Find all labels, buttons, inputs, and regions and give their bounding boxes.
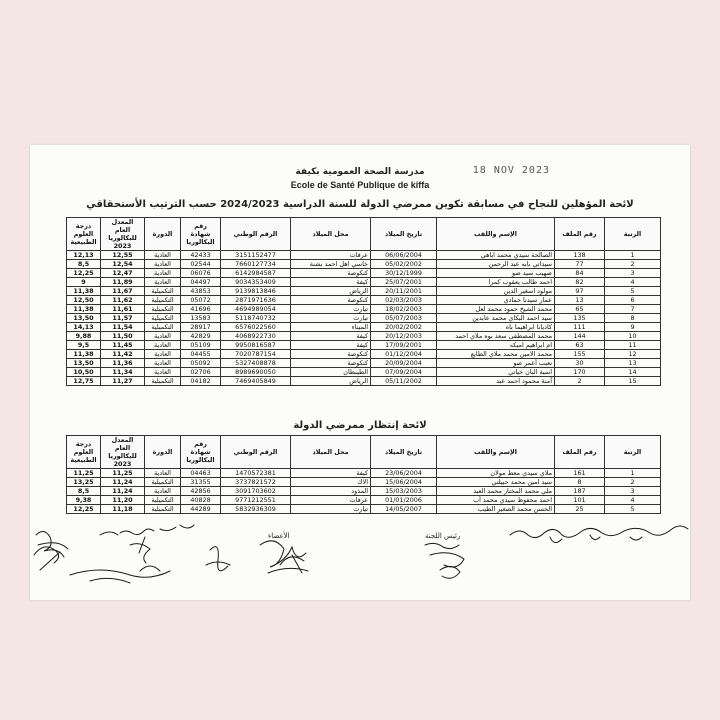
cell-sci: 9,88 [67,332,101,341]
cell-dob: 20/02/2002 [371,323,437,332]
cell-dob: 23/06/2004 [371,469,437,478]
cell-session: العادية [145,368,181,377]
cell-name: الحسن محمد الصغير الطيب [437,505,555,514]
cell-rank: 8 [605,314,661,323]
col-rank: الرتبة [605,436,661,469]
cell-avg: 11,89 [101,278,145,287]
cell-nni: 5832936309 [221,505,291,514]
col-dob: تاريخ الميلاد [371,218,437,251]
col-nni: الرقم الوطني [221,218,291,251]
table-row [67,341,661,350]
cell-session: التكميلية [145,296,181,305]
cell-name: سيد احمد البكاي محمد عابدين [437,314,555,323]
cell-dob: 05/07/2003 [371,314,437,323]
cell-pob: تيارت [291,505,371,514]
cell-avg: 11,27 [101,377,145,386]
table-header-row [67,218,661,251]
col-dob: تاريخ الميلاد [371,436,437,469]
cell-bac: 42856 [181,487,221,496]
table-row [67,469,661,478]
cell-sci: 12,50 [67,296,101,305]
cell-sci: 12,75 [67,377,101,386]
cell-avg: 12,47 [101,269,145,278]
cell-name: ملاي سيدي معط مولان [437,469,555,478]
cell-dob: 25/07/2001 [371,278,437,287]
cell-name: مولود اسغير الدين [437,287,555,296]
cell-avg: 11,67 [101,287,145,296]
signature-strokes [34,525,688,583]
cell-pob: كنكوصة [291,359,371,368]
school-name-arabic: مدرسة الصحة العمومية بكيفة [295,167,425,177]
table-row [67,505,661,514]
cell-name: صهيب سيد صو [437,269,555,278]
cell-nni: 9771212551 [221,496,291,505]
cell-rank: 1 [605,469,661,478]
cell-nni: 7660127734 [221,260,291,269]
cell-rank: 12 [605,350,661,359]
cell-file: 2 [555,377,605,386]
table-row [67,296,661,305]
col-sci: درجة العلوم الطبيعية [67,436,101,469]
cell-name: نعيب أعمر صو [437,359,555,368]
cell-avg: 11,42 [101,350,145,359]
table-row [67,287,661,296]
cell-rank: 5 [605,505,661,514]
cell-name: احمد طالب يعقوب كمرا [437,278,555,287]
table-row [67,350,661,359]
col-pob: محل الميلاد [291,218,371,251]
cell-avg: 11,18 [101,505,145,514]
cell-name: سيداتي بابه عبد الرحمن [437,260,555,269]
waiting-table-body [67,469,661,514]
cell-dob: 17/09/2001 [371,341,437,350]
cell-dob: 05/02/2002 [371,260,437,269]
cell-sci: 8,5 [67,260,101,269]
cell-rank: 6 [605,296,661,305]
table-row [67,278,661,287]
cell-session: التكميلية [145,496,181,505]
col-avg: المعدل العام للبكالوريا 2023 [101,436,145,469]
table-row [67,251,661,260]
cell-nni: 9950816587 [221,341,291,350]
cell-sci: 13,25 [67,478,101,487]
cell-bac: 02706 [181,368,221,377]
table-row [67,377,661,386]
cell-avg: 11,20 [101,496,145,505]
date-stamp: 18 NOV 2023 [472,165,550,176]
cell-nni: 3737821572 [221,478,291,487]
cell-avg: 11,57 [101,314,145,323]
cell-session: التكميلية [145,377,181,386]
cell-session: العادية [145,469,181,478]
cell-rank: 2 [605,260,661,269]
col-file: رقم الملف [555,218,605,251]
cell-file: 155 [555,350,605,359]
cell-avg: 11,50 [101,332,145,341]
cell-session: العادية [145,269,181,278]
col-sci: درجة العلوم الطبيعية [67,218,101,251]
cell-avg: 12,55 [101,251,145,260]
cell-bac: 41696 [181,305,221,314]
cell-rank: 13 [605,359,661,368]
cell-nni: 2871971636 [221,296,291,305]
cell-file: 8 [555,478,605,487]
cell-sci: 9,5 [67,341,101,350]
cell-avg: 11,24 [101,478,145,487]
cell-file: 187 [555,487,605,496]
cell-nni: 3151152477 [221,251,291,260]
cell-avg: 12,54 [101,260,145,269]
col-bac: رقم شهادة البكالوريا [181,218,221,251]
cell-nni: 5118740732 [221,314,291,323]
cell-avg: 11,24 [101,487,145,496]
table-row [67,487,661,496]
cell-file: 161 [555,469,605,478]
cell-bac: 04182 [181,377,221,386]
cell-bac: 05109 [181,341,221,350]
cell-file: 25 [555,505,605,514]
cell-session: العادية [145,350,181,359]
cell-dob: 30/12/1999 [371,269,437,278]
cell-pob: كيفة [291,278,371,287]
cell-rank: 11 [605,341,661,350]
col-bac: رقم شهادة البكالوريا [181,436,221,469]
cell-file: 84 [555,269,605,278]
cell-nni: 1470572381 [221,469,291,478]
cell-avg: 11,36 [101,359,145,368]
cell-file: 135 [555,314,605,323]
cell-file: 77 [555,260,605,269]
cell-bac: 28917 [181,323,221,332]
cell-pob: الرياض [291,287,371,296]
cell-avg: 11,34 [101,368,145,377]
cell-sci: 11,25 [67,469,101,478]
cell-name: اسية البان خياتي [437,368,555,377]
col-rank: الرتبة [605,218,661,251]
cell-bac: 42829 [181,332,221,341]
cell-nni: 9034353409 [221,278,291,287]
col-name: الإسم واللقب [437,436,555,469]
col-pob: محل الميلاد [291,436,371,469]
cell-sci: 10,50 [67,368,101,377]
cell-sci: 11,38 [67,350,101,359]
cell-name: كاديانا ابراهيما باه [437,323,555,332]
cell-session: العادية [145,260,181,269]
cell-sci: 12,13 [67,251,101,260]
cell-rank: 14 [605,368,661,377]
cell-file: 101 [555,496,605,505]
table-row [67,305,661,314]
cell-sci: 12,25 [67,505,101,514]
waiting-list-table [66,435,661,514]
col-avg: المعدل العام للبكالوريا 2023 [101,218,145,251]
cell-dob: 07/09/2004 [371,368,437,377]
cell-nni: 8989690050 [221,368,291,377]
cell-bac: 04463 [181,469,221,478]
main-list-title: لائحة المؤهلين للنجاح في مسابقة تكوين ممرضي الدولة للسنة الدراسية 2024/2023 حسب الترتيب الأستحقاقي [86,199,634,210]
cell-avg: 11,25 [101,469,145,478]
cell-nni: 6576022560 [221,323,291,332]
cell-file: 65 [555,305,605,314]
members-label: الأعضاء [268,532,290,540]
table-row [67,260,661,269]
cell-sci: 9,38 [67,496,101,505]
cell-nni: 6142984587 [221,269,291,278]
cell-bac: 04497 [181,278,221,287]
cell-bac: 40828 [181,496,221,505]
cell-name: احمد محفوظ سيدي محمد أب [437,496,555,505]
cell-pob: خاسي اهل احمد بشنة [291,260,371,269]
cell-file: 97 [555,287,605,296]
cell-nni: 4068922730 [221,332,291,341]
cell-file: 144 [555,332,605,341]
cell-pob: كيفة [291,332,371,341]
cell-bac: 13583 [181,314,221,323]
cell-bac: 04455 [181,350,221,359]
cell-nni: 5327408878 [221,359,291,368]
document-page [30,145,690,600]
cell-name: ملي محمد المختار محمد العبد [437,487,555,496]
cell-dob: 15/06/2004 [371,478,437,487]
cell-session: العادية [145,251,181,260]
cell-session: التكميلية [145,505,181,514]
cell-name: محمد الشيخ حمود محمد لعل [437,305,555,314]
cell-name: سيد امين محمد حبيلتي [437,478,555,487]
cell-rank: 10 [605,332,661,341]
school-name-french: Ecole de Santé Publique de kiffa [290,180,430,190]
cell-sci: 12,25 [67,269,101,278]
cell-dob: 01/12/2004 [371,350,437,359]
cell-session: التكميلية [145,305,181,314]
cell-rank: 4 [605,496,661,505]
col-nni: الرقم الوطني [221,436,291,469]
cell-rank: 2 [605,478,661,487]
cell-dob: 05/11/2002 [371,377,437,386]
cell-session: العادية [145,487,181,496]
cell-file: 63 [555,341,605,350]
cell-session: العادية [145,278,181,287]
cell-pob: عرفات [291,496,371,505]
president-label: رئيس اللجنة [425,532,461,540]
table-header-row [67,436,661,469]
main-table-body [67,251,661,386]
cell-dob: 15/03/2003 [371,487,437,496]
table-row [67,323,661,332]
table-row [67,269,661,278]
cell-rank: 15 [605,377,661,386]
cell-sci: 11,38 [67,287,101,296]
cell-avg: 11,61 [101,305,145,314]
cell-pob: المذود [291,487,371,496]
cell-session: العادية [145,359,181,368]
cell-bac: 05072 [181,296,221,305]
cell-pob: كنكوصة [291,296,371,305]
table-row [67,368,661,377]
cell-sci: 8,5 [67,487,101,496]
table-row [67,359,661,368]
cell-sci: 11,38 [67,305,101,314]
cell-sci: 9 [67,278,101,287]
cell-bac: 05092 [181,359,221,368]
cell-dob: 02/03/2003 [371,296,437,305]
waiting-list-title: لائحة إنتظار ممرضي الدولة [293,420,427,431]
cell-dob: 20/12/2003 [371,332,437,341]
cell-pob: كيفة [291,469,371,478]
cell-name: آمنة محمود احمد عبد [437,377,555,386]
cell-rank: 4 [605,278,661,287]
col-file: رقم الملف [555,436,605,469]
cell-pob: كيفة [291,341,371,350]
cell-session: التكميلية [145,314,181,323]
cell-avg: 11,62 [101,296,145,305]
cell-bac: 06076 [181,269,221,278]
cell-pob: تيارت [291,314,371,323]
cell-rank: 3 [605,269,661,278]
cell-file: 170 [555,368,605,377]
cell-file: 82 [555,278,605,287]
cell-bac: 42433 [181,251,221,260]
col-name: الإسم واللقب [437,218,555,251]
cell-pob: الاك [291,478,371,487]
cell-session: العادية [145,332,181,341]
cell-file: 138 [555,251,605,260]
cell-dob: 01/01/2006 [371,496,437,505]
cell-session: التكميلية [145,323,181,332]
cell-session: التكميلية [145,478,181,487]
cell-rank: 9 [605,323,661,332]
cell-dob: 20/11/2001 [371,287,437,296]
cell-session: العادية [145,341,181,350]
col-session: الدورة [145,218,181,251]
cell-nni: 3091703602 [221,487,291,496]
cell-name: محمد الامين محمد ملاي الطايع [437,350,555,359]
cell-nni: 7020787154 [221,350,291,359]
cell-sci: 14,13 [67,323,101,332]
cell-nni: 9139813846 [221,287,291,296]
cell-name: الصالحة سيدي محمد اباهي [437,251,555,260]
cell-file: 111 [555,323,605,332]
cell-name: محمد المصطفى سعد بوه ملاي احمد [437,332,555,341]
cell-pob: الرياض [291,377,371,386]
cell-pob: تيارت [291,305,371,314]
cell-rank: 1 [605,251,661,260]
cell-pob: عرفات [291,251,371,260]
cell-sci: 13,50 [67,314,101,323]
cell-dob: 14/05/2007 [371,505,437,514]
table-row [67,478,661,487]
cell-file: 30 [555,359,605,368]
cell-pob: كنكوصة [291,350,371,359]
table-row [67,332,661,341]
cell-dob: 06/06/2004 [371,251,437,260]
cell-avg: 11,45 [101,341,145,350]
cell-bac: 31355 [181,478,221,487]
cell-bac: 44289 [181,505,221,514]
cell-bac: 02544 [181,260,221,269]
cell-dob: 20/09/2004 [371,359,437,368]
cell-sci: 13,50 [67,359,101,368]
table-row [67,314,661,323]
cell-bac: 43853 [181,287,221,296]
cell-avg: 11,54 [101,323,145,332]
signatures-block [30,515,690,600]
cell-nni: 4694989054 [221,305,291,314]
cell-name: عمار سيدنا حمادي [437,296,555,305]
cell-file: 13 [555,296,605,305]
cell-rank: 3 [605,487,661,496]
cell-pob: الميناء [291,323,371,332]
cell-nni: 7469405849 [221,377,291,386]
cell-rank: 5 [605,287,661,296]
col-session: الدورة [145,436,181,469]
cell-dob: 18/02/2003 [371,305,437,314]
main-results-table [66,217,661,386]
cell-pob: كنكوصة [291,269,371,278]
cell-pob: الطينطان [291,368,371,377]
cell-name: ام ابراهيم اميكه [437,341,555,350]
cell-rank: 7 [605,305,661,314]
table-row [67,496,661,505]
cell-session: التكميلية [145,287,181,296]
